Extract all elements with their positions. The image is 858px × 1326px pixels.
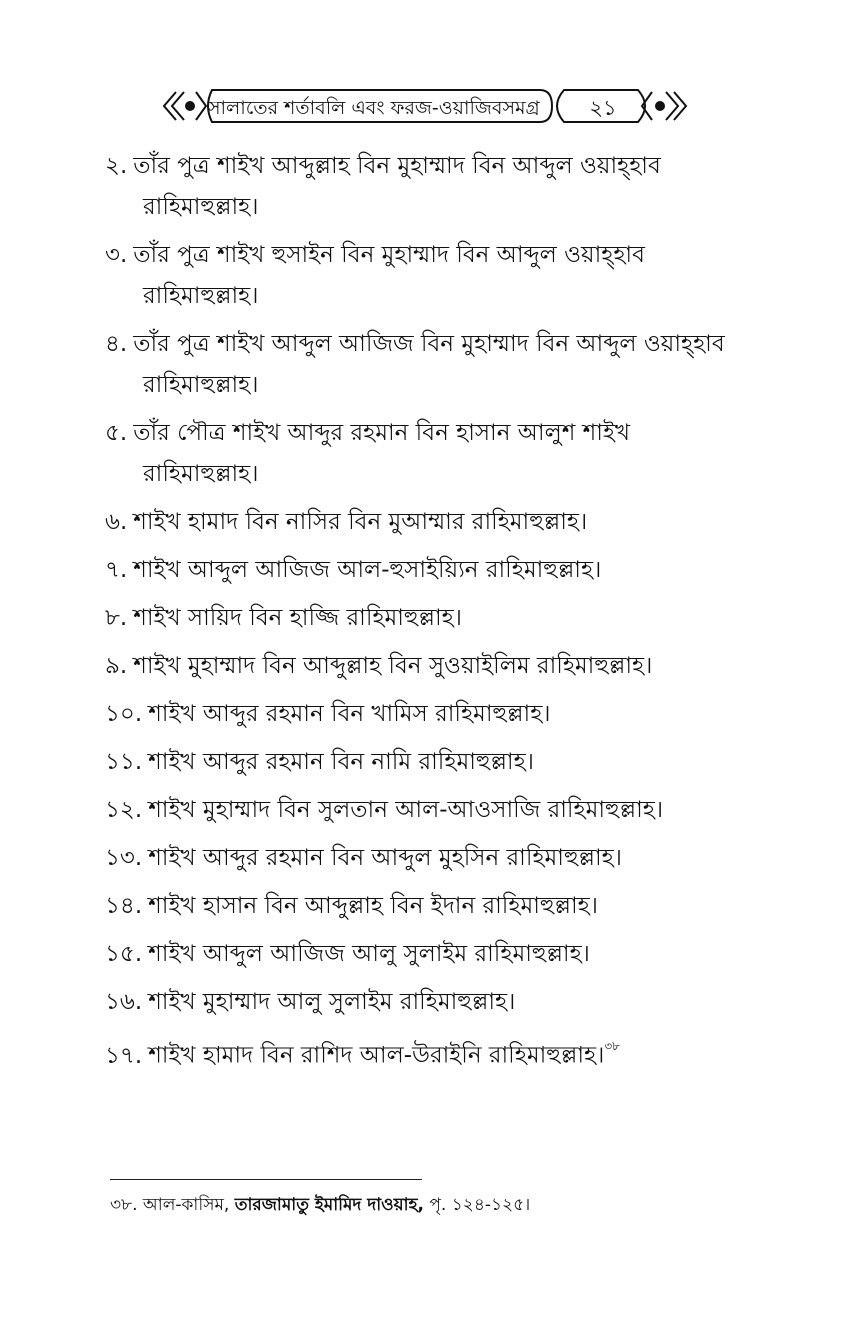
item-text: শাইখ মুহাম্মাদ আলু সুলাইম রাহিমাহুল্লাহ। <box>148 989 516 1015</box>
item-text: তাঁর পুত্র শাইখ আব্দুল্লাহ বিন মুহাম্মাদ বিন আব্দুল ওয়াহ্হাব <box>133 153 661 179</box>
list-item <box>105 598 755 639</box>
item-text: শাইখ হামাদ বিন রাশিদ আল-উরাইনি রাহিমাহুল্লাহ। <box>148 1042 605 1069</box>
item-number: ৫. <box>105 420 128 446</box>
item-number: ১৪. <box>105 893 143 919</box>
item-number: ৬. <box>105 509 128 535</box>
item-number: ৪. <box>105 331 128 357</box>
item-continuation: রাহিমাহুল্লাহ। <box>143 372 259 398</box>
item-number: ১৭. <box>105 1042 143 1069</box>
footnote-divider <box>110 1179 422 1180</box>
footnote-reference[interactable]: ৩৮ <box>604 1039 620 1053</box>
item-text: শাইখ হাসান বিন আব্দুল্লাহ বিন ইদান রাহিমাহুল্লাহ। <box>148 893 598 919</box>
item-number: ৮. <box>105 605 128 631</box>
list-item <box>105 646 755 687</box>
item-text: তাঁর পৌত্র শাইখ আব্দুর রহমান বিন হাসান আলুশ শাইখ <box>133 420 630 446</box>
item-number: ১০. <box>105 701 143 727</box>
scholar-list <box>105 146 755 1084</box>
item-number: ৭. <box>105 557 128 583</box>
item-continuation: রাহিমাহুল্লাহ। <box>143 283 259 309</box>
item-text: শাইখ আব্দুর রহমান বিন খামিস রাহিমাহুল্লাহ। <box>148 701 551 727</box>
item-number: ১৩. <box>105 845 143 871</box>
list-item <box>105 235 755 317</box>
item-continuation: রাহিমাহুল্লাহ। <box>143 194 259 220</box>
item-text: শাইখ হামাদ বিন নাসির বিন মুআম্মার রাহিমাহুল্লাহ। <box>133 509 588 535</box>
item-number: ১২. <box>105 797 143 823</box>
footnote-suffix: পৃ. ১২৪-১২৫। <box>423 1195 531 1215</box>
list-item <box>105 982 755 1023</box>
item-number: ১৫. <box>105 941 143 967</box>
item-text: শাইখ মুহাম্মাদ বিন আব্দুল্লাহ বিন সুওয়াইলিম রাহিমাহুল্লাহ। <box>133 653 653 679</box>
item-number: ৯. <box>105 653 128 679</box>
item-text: শাইখ আব্দুর রহমান বিন আব্দুল মুহসিন রাহিমাহুল্লাহ। <box>148 845 622 871</box>
list-item <box>105 1030 755 1077</box>
page-number: ২১ <box>589 96 617 120</box>
item-number: ৩. <box>105 242 128 268</box>
item-continuation: রাহিমাহুল্লাহ। <box>143 461 259 487</box>
item-number: ২. <box>105 153 128 179</box>
item-number: ১৬. <box>105 989 143 1015</box>
item-text: শাইখ আব্দুল আজিজ আল-হুসাইয়্যিন রাহিমাহুল্লাহ। <box>133 557 602 583</box>
list-item <box>105 742 755 783</box>
list-item <box>105 790 755 831</box>
item-text: তাঁর পুত্র শাইখ হুসাইন বিন মুহাম্মাদ বিন আব্দুল ওয়াহ্হাব <box>133 242 645 268</box>
item-text: শাইখ আব্দুল আজিজ আলু সুলাইম রাহিমাহুল্লাহ। <box>148 941 590 967</box>
list-item <box>105 934 755 975</box>
list-item <box>105 146 755 228</box>
item-text: শাইখ মুহাম্মাদ বিন সুলতান আল-আওসাজি রাহিমাহুল্লাহ। <box>148 797 664 823</box>
footnote-book-title: তারজামাতু ইমামিদ দাওয়াহ, <box>234 1195 424 1215</box>
list-item <box>105 502 755 543</box>
item-text: শাইখ সায়িদ বিন হাজ্জি রাহিমাহুল্লাহ। <box>133 605 462 631</box>
item-text: শাইখ আব্দুর রহমান বিন নামি রাহিমাহুল্লাহ। <box>148 749 534 775</box>
list-item <box>105 324 755 406</box>
footnote <box>110 1192 760 1220</box>
running-header <box>160 84 700 128</box>
list-item <box>105 413 755 495</box>
list-item <box>105 838 755 879</box>
footnote-prefix: ৩৮. আল-কাসিম, <box>110 1195 235 1215</box>
list-item <box>105 550 755 591</box>
item-text: তাঁর পুত্র শাইখ আব্দুল আজিজ বিন মুহাম্মাদ বিন আব্দুল ওয়াহ্হাব <box>133 331 725 357</box>
item-number: ১১. <box>105 749 143 775</box>
list-item <box>105 694 755 735</box>
header-title: সালাতের শর্তাবলি এবং ফরজ-ওয়াজিবসমগ্র <box>208 97 540 119</box>
list-item <box>105 886 755 927</box>
